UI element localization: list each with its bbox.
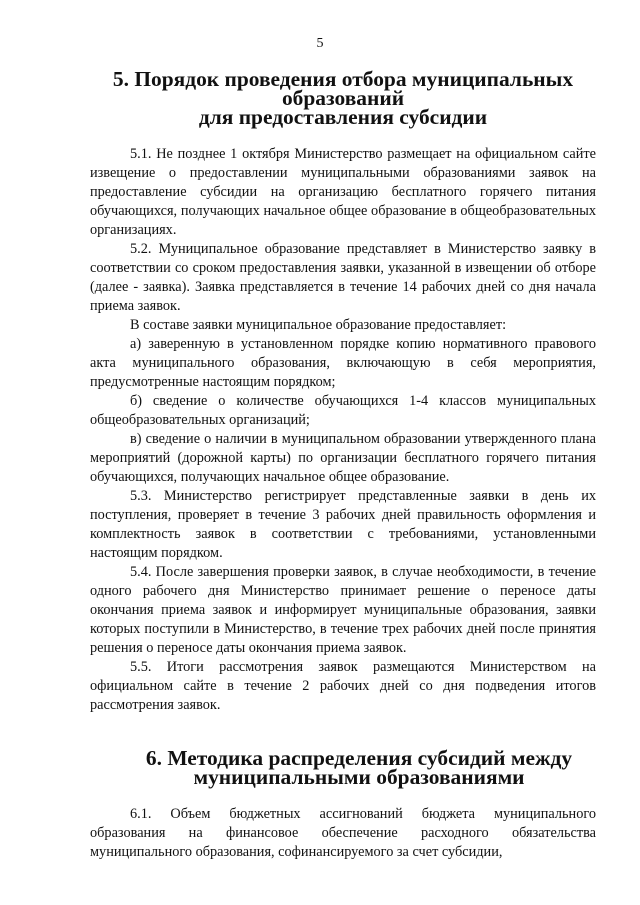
section-6-heading [90,746,596,789]
section-6-heading-line-2: муниципальными образованиями [193,765,525,789]
paragraph-5-4: 5.4. После завершения проверки заявок, в случае необходимости, в течение одного рабочего дня Министерство принимает решение о переносе даты окончания приема заявок и информирует муниципальные образования, заявки которых поступили в Министерство, в течение трех рабочих дней после принятия решения о переносе даты окончания приема заявок. [90,564,596,656]
section-5-body [90,145,596,715]
section-5-heading [90,67,596,129]
paragraph-item-a: а) заверенную в установленном порядке копию нормативного правового акта муниципального образования, включающую в себя мероприятия, предусмотренные настоящим порядком; [90,336,596,390]
paragraph-6-1: 6.1. Объем бюджетных ассигнований бюджета муниципального образования на финансовое обеспечение расходного обязательства муниципального образования, софинансируемого за счет субсидии, [90,806,596,860]
paragraph-5-5: 5.5. Итоги рассмотрения заявок размещаются Министерством на официальном сайте в течение 2 рабочих дней со дня подведения итогов рассмотрения заявок. [90,659,596,713]
document-body [90,66,596,862]
section-5-heading-line-1: 5. Порядок проведения отбора муниципальных образований [112,67,574,110]
page-number: 5 [316,36,324,51]
paragraph-application-contents: В составе заявки муниципальное образование предоставляет: [130,317,507,333]
paragraph-5-1: 5.1. Не позднее 1 октября Министерство размещает на официальном сайте извещение о предоставлении муниципальными образованиями заявок на предоставление субсидии на организацию бесплатного горячего питания обучающихся, получающих начальное общее образование в общеобразовательных организациях. [90,146,596,238]
paragraph-item-b: б) сведение о количестве обучающихся 1-4 классов муниципальных общеобразовательных организаций; [90,393,596,428]
paragraph-item-v: в) сведение о наличии в муниципальном образовании утвержденного плана мероприятий (дорожной карты) по организации бесплатного горячего питания обучающихся, получающих начальное общее образование. [90,431,596,485]
section-6-body [90,805,596,862]
paragraph-5-2: 5.2. Муниципальное образование представляет в Министерство заявку в соответствии со сроком предоставления заявки, указанной в извещении об отборе (далее - заявка). Заявка представляется в течение 14 рабочих дней со дня начала приема заявок. [90,241,596,314]
paragraph-5-3: 5.3. Министерство регистрирует представленные заявки в день их поступления, проверяет в течение 3 рабочих дней правильность оформления и комплектность заявок в соответствии с требованиями, установленными настоящим порядком. [90,488,596,561]
section-5-heading-line-2: для предоставления субсидии [198,105,488,129]
section-6-heading-line-1: 6. Методика распределения субсидий между [145,746,573,770]
